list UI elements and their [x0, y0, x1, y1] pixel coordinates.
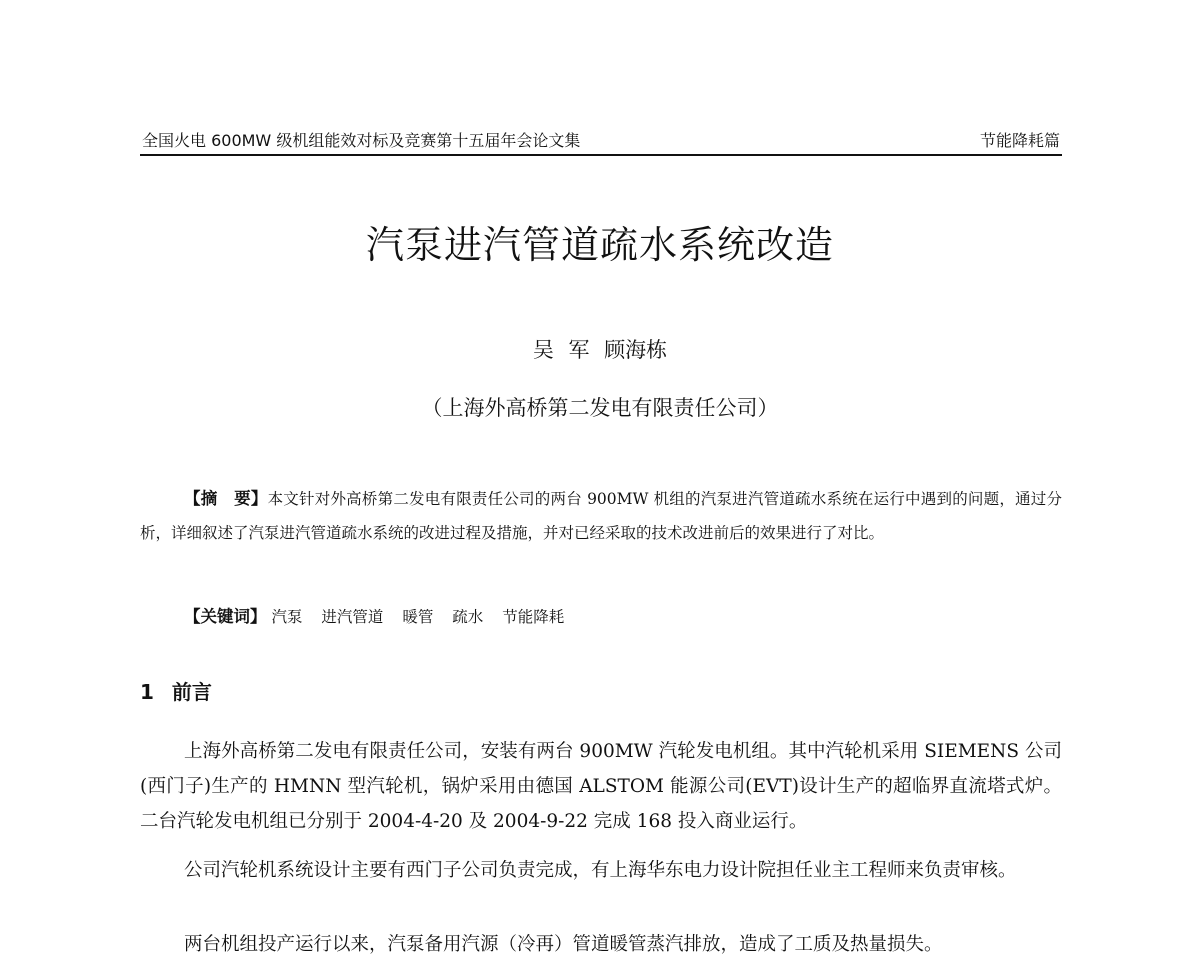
keyword: 疏水	[452, 608, 484, 626]
keyword: 汽泵	[271, 608, 303, 626]
running-header	[140, 124, 1062, 156]
body-paragraph: 公司汽轮机系统设计主要有西门子公司负责完成，有上海华东电力设计院担任业主工程师来负责审核。	[184, 860, 1017, 881]
paper-affiliation: （上海外高桥第二发电有限责任公司）	[421, 396, 779, 420]
section-title: 前言	[171, 680, 212, 704]
journal-title: 全国火电 600MW 级机组能效对标及竞赛第十五届年会论文集	[142, 131, 581, 150]
keyword: 节能降耗	[502, 608, 565, 626]
keywords-label: 【关键词】	[184, 607, 267, 626]
section-number: 1	[140, 680, 154, 704]
body-paragraph: 上海外高桥第二发电有限责任公司，安装有两台 900MW 汽轮发电机组。其中汽轮机采用 SIEMENS 公司(西门子)生产的 HMNN 型汽轮机，锅炉采用由德国 ALSTOM 能源公司(EVT)设计生产的超临界直流塔式炉。二台汽轮发电机组已分别于 2004-4-20 及 2004-9-22 完成 168 投入商业运行。	[140, 741, 1062, 832]
keywords	[184, 600, 578, 634]
paper-authors: 吴 军 顾海栋	[532, 338, 668, 362]
section-category: 节能降耗篇	[979, 131, 1060, 150]
keyword: 暖管	[402, 608, 434, 626]
abstract-label: 【摘 要】	[184, 489, 268, 508]
paper-title: 汽泵进汽管道疏水系统改造	[365, 223, 834, 267]
keyword: 进汽管道	[321, 608, 384, 626]
body-paragraph: 两台机组投产运行以来，汽泵备用汽源（冷再）管道暖管蒸汽排放，造成了工质及热量损失。	[184, 934, 943, 955]
section-heading	[140, 676, 212, 705]
abstract-text: 本文针对外高桥第二发电有限责任公司的两台 900MW 机组的汽泵进汽管道疏水系统在运行中遇到的问题，通过分析，详细叙述了汽泵进汽管道疏水系统的改进过程及措施，并对已经采取的技术改进前后的效果进行了对比。	[140, 490, 1063, 542]
abstract	[140, 482, 1062, 550]
